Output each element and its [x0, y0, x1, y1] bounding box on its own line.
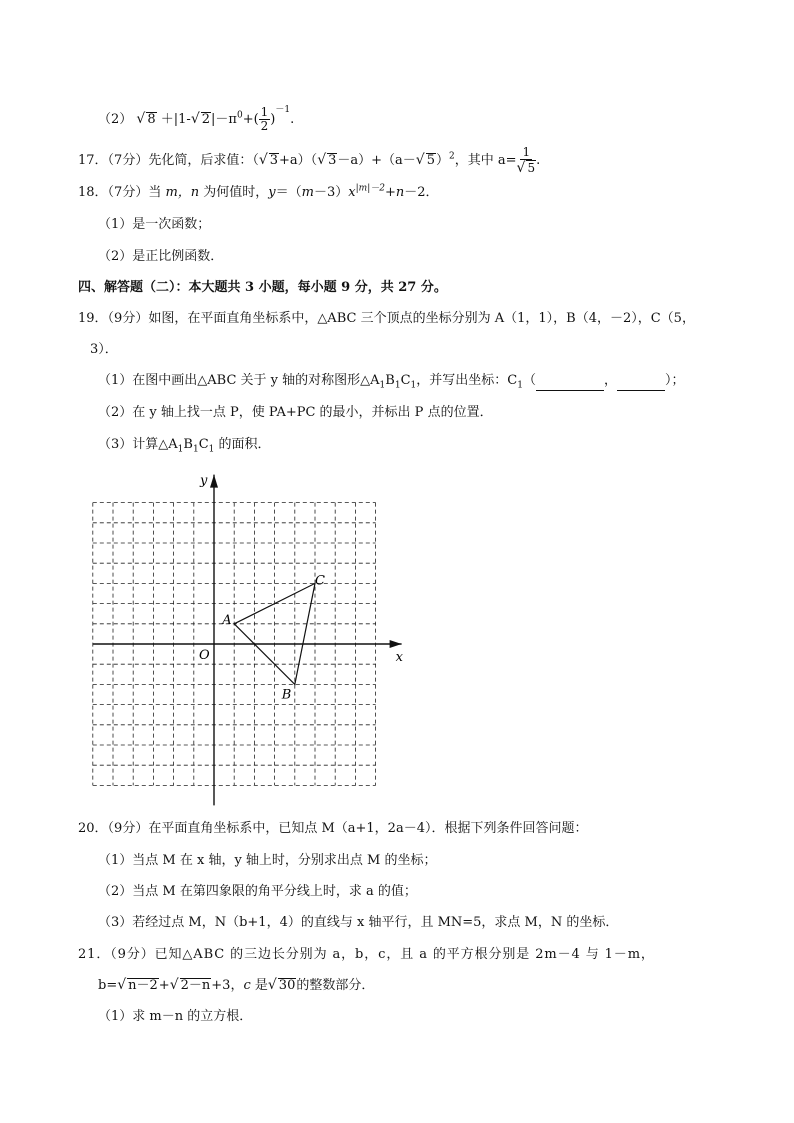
sqrt-symbol: √	[190, 111, 200, 127]
q17-text: 17．（7分）先化简，后求值：（	[78, 153, 259, 168]
expr-text: ＋|1-	[160, 112, 191, 127]
q21-sub1: （1）求 m－n 的立方根．	[98, 1009, 253, 1024]
exponent: 0	[236, 110, 243, 121]
subscript: 1	[394, 380, 401, 391]
q19-sub3	[98, 436, 271, 454]
subscript: 1	[517, 380, 523, 391]
answer-blank-y[interactable]	[617, 372, 665, 391]
q20-sub3: （3）若经过点 M，N（b+1，4）的直线与 x 轴平行，且 MN=5，求点 M，N 的坐标．	[98, 915, 619, 930]
q19-line2: 3）．	[90, 342, 118, 357]
exponent: 2	[449, 151, 455, 162]
q19-text: B	[385, 373, 395, 388]
q17-text: +a）（	[279, 153, 318, 168]
sqrt-symbol: √	[317, 152, 327, 168]
radicand: n－2	[128, 978, 158, 993]
sqrt-symbol: √	[516, 160, 526, 176]
q20-line1: 20．（9分）在平面直角坐标系中，已知点 M（a+1，2a－4）．根据下列条件回答问题：	[78, 821, 588, 836]
sqrt-symbol: √	[258, 152, 268, 168]
exponent: －1	[275, 104, 291, 115]
var-m: m	[301, 185, 314, 200]
q19-text: ，	[603, 373, 617, 388]
sqrt-symbol: √	[136, 111, 146, 127]
expr-text: +(	[242, 112, 259, 127]
q19-line1: 19．（9分）如图，在平面直角坐标系中，△ABC 三个顶点的坐标分别为 A（1，1），B（4，－2），C（5，	[78, 311, 695, 326]
radicand: 8	[147, 112, 156, 127]
section-heading: 四、解答题（二）：本大题共 3 小题，每小题 9 分，共 27 分。	[78, 280, 447, 295]
x-axis-arrow	[390, 640, 402, 648]
expr-text: )	[270, 112, 276, 127]
q20-sub1: （1）当点 M 在 x 轴，y 轴上时，分别求出点 M 的坐标；	[98, 853, 437, 868]
y-axis-arrow	[210, 475, 218, 488]
coordinate-figure	[0, 462, 794, 807]
q19-sub1	[98, 372, 684, 391]
denominator	[517, 160, 537, 175]
numerator: 1	[260, 105, 269, 119]
q18-vars: m，n	[165, 185, 200, 200]
q19-text: C	[198, 437, 209, 452]
q19-text: B	[183, 437, 193, 452]
radicand: 2	[201, 112, 211, 127]
q20-sub2: （2）当点 M 在第四象限的角平分线上时，求 a 的值；	[98, 884, 417, 899]
q19-text: C	[400, 373, 411, 388]
period: .	[536, 153, 541, 168]
q19-text: ）；	[664, 373, 685, 388]
q21-line1: 21．（9分）已知△ABC 的三边长分别为 a，b，c，且 a 的平方根分别是 2m－4 与 1－m，	[78, 947, 655, 962]
origin-label: O	[199, 648, 210, 663]
q21-text: 是	[250, 978, 268, 993]
numerator: 1	[522, 145, 531, 159]
q17-text: ，其中 a=	[454, 153, 517, 168]
radicand: 2－n	[180, 978, 211, 993]
answer-blank-x[interactable]	[536, 372, 604, 391]
fraction	[517, 146, 537, 175]
expr-text: |－π	[211, 112, 237, 127]
q19-text: ，并写出坐标：C	[416, 373, 518, 388]
q17-text: －a）+（a－	[337, 153, 416, 168]
q21-line2	[98, 976, 374, 995]
y-axis-label: y	[200, 473, 208, 489]
q21-text: +3，	[211, 978, 244, 993]
radicand: 30	[278, 978, 296, 993]
subscript: 1	[192, 444, 199, 455]
q18-sub1: （1）是一次函数；	[98, 217, 211, 232]
subscript: 1	[410, 380, 417, 391]
var-y: y	[268, 185, 276, 200]
q19-text: （1）在图中画出△ABC 关于 y 轴的对称图形△A	[98, 373, 380, 388]
q19-text: （3）计算△A	[98, 437, 178, 452]
x-axis-label: x	[395, 650, 403, 665]
var-n: n	[395, 185, 405, 200]
triangle-abc	[234, 583, 315, 684]
q18-text: 18．（7分）当	[78, 185, 166, 200]
fraction	[259, 106, 271, 133]
q21-text: 的整数部分．	[296, 978, 375, 993]
q16-part2	[98, 106, 294, 133]
q18-text: 为何值时，	[199, 185, 269, 200]
var-c: c	[243, 978, 251, 993]
q19-sub2: （2）在 y 轴上找一点 P，使 PA+PC 的最小，并标出 P 点的位置．	[98, 405, 493, 420]
exponent: |m|－2	[355, 183, 385, 194]
vertex-c-label: C	[315, 573, 325, 589]
subscript: 1	[208, 444, 215, 455]
question-18	[78, 184, 439, 202]
vertex-a-label: A	[222, 612, 232, 628]
q18-text: －3）	[314, 185, 349, 200]
q18-sub2: （2）是正比例函数．	[98, 249, 224, 264]
radicand: 5	[527, 161, 536, 175]
subscript: 1	[379, 380, 386, 391]
sqrt-symbol: √	[415, 152, 425, 168]
vertex-b-label: B	[281, 687, 292, 703]
q21-text: +	[158, 978, 170, 993]
q17-text: ）	[436, 153, 450, 168]
radicand: 3	[269, 153, 279, 168]
q18-text: +	[384, 185, 396, 200]
radicand: 5	[426, 153, 435, 168]
sub-label: （2）	[98, 112, 133, 127]
denominator: 2	[260, 119, 269, 133]
sqrt-symbol: √	[169, 977, 179, 993]
var-x: x	[348, 185, 356, 200]
question-17	[78, 146, 540, 175]
sqrt-symbol: √	[117, 977, 127, 993]
q19-text: （	[522, 373, 536, 388]
radicand: 3	[328, 153, 337, 168]
q18-text: ＝（	[275, 185, 302, 200]
period: .	[290, 112, 295, 127]
sqrt-symbol: √	[267, 977, 277, 993]
subscript: 1	[177, 444, 184, 455]
q18-text: －2．	[404, 185, 439, 200]
q19-text: 的面积．	[214, 437, 271, 452]
q21-text: b=	[98, 978, 118, 993]
